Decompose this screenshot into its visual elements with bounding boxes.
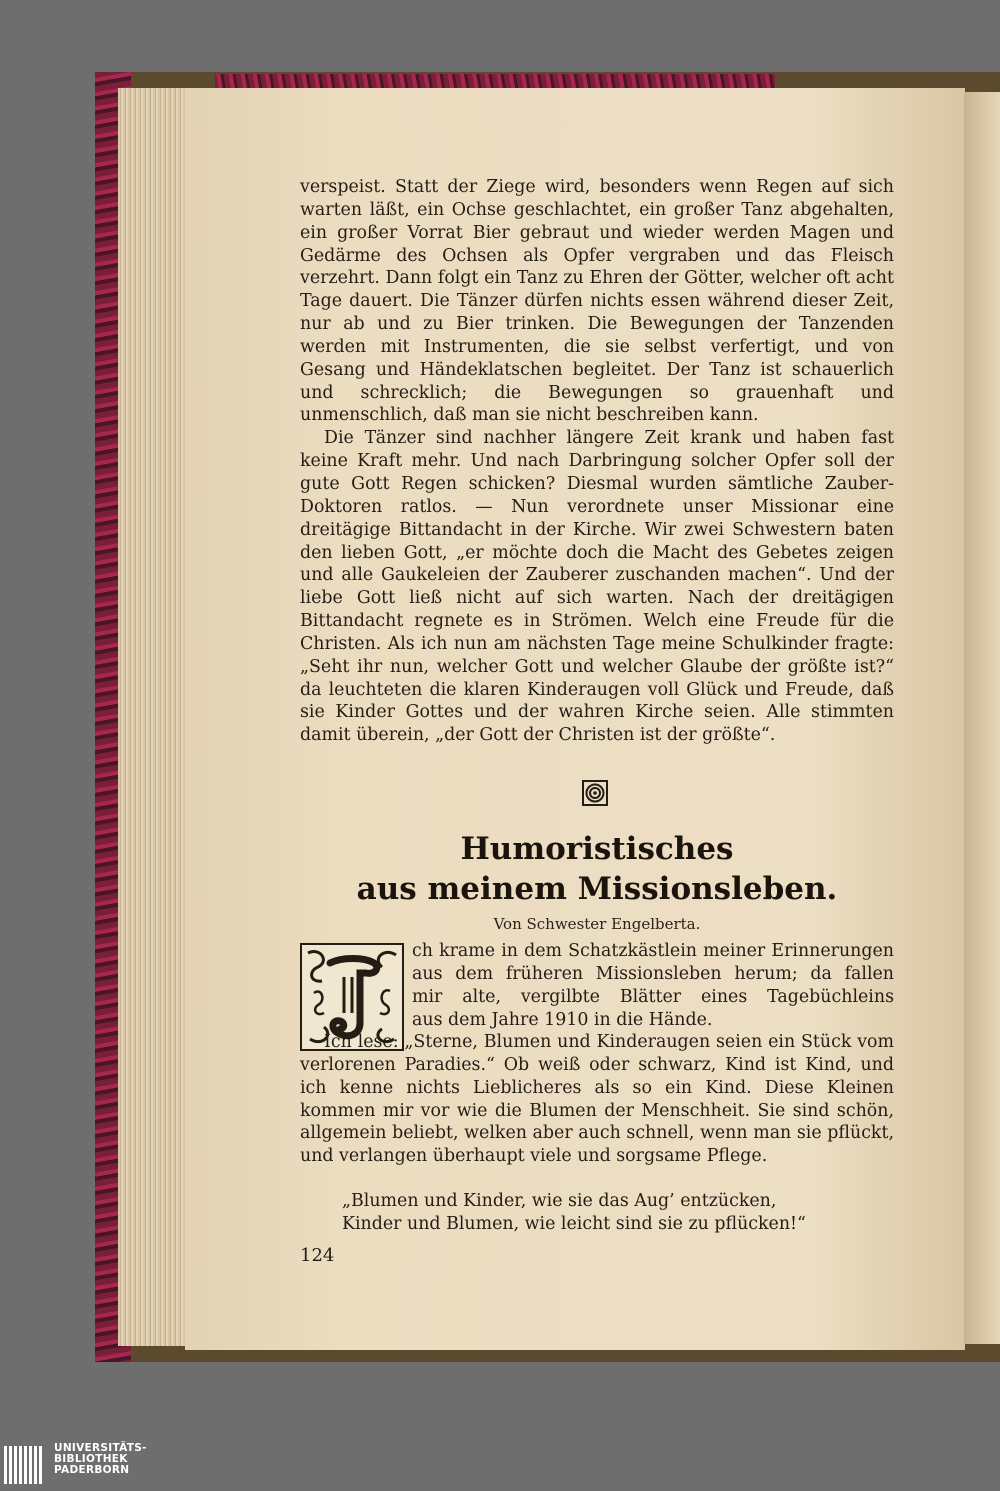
author-byline: Von Schwester Engelberta.	[493, 915, 701, 933]
dropcap-line-4: aus dem Jahre 1910 in die Hände.	[412, 1009, 713, 1030]
library-name	[54, 1443, 214, 1476]
verse-line-1: „Blumen und Kinder, wie sie das Aug’ entzücken,	[342, 1191, 777, 1211]
library-name-line-1: UNIVERSITÄTS-	[54, 1442, 147, 1454]
page-number: 124	[300, 1245, 335, 1266]
verse-quote	[342, 1190, 902, 1236]
heading-line-1: Humoristisches	[460, 831, 734, 867]
library-name-line-3: PADERBORN	[54, 1464, 130, 1476]
body-text-top	[300, 176, 894, 747]
library-logo-icon	[4, 1446, 48, 1484]
dropcap-paragraph	[412, 940, 894, 1031]
facing-page-edge	[964, 92, 1000, 1344]
dropcap-line-2: aus dem früheren Missionsleben herum; da fallen	[412, 963, 894, 984]
paragraph-3: Ich lese: „Sterne, Blumen und Kinderaugen seien ein Stück vom verlorenen Paradies.“ Ob weiß oder schwarz, Kind ist Kind, und ich kenne nichts Lieblicheres als so ein Kind. Diese Kleinen kommen mir vor wie die Blumen der Menschheit. Sie sind schön, allgemein beliebt, welken aber auch schnell, wenn man sie pflückt, und verlangen überhaupt viele und sorgsame Pflege.	[300, 1032, 894, 1167]
verse-line-2: Kinder und Blumen, wie leicht sind sie zu pflücken!“	[342, 1213, 806, 1234]
dropcap-line-3: mir alte, vergilbte Blätter eines Tagebüchleins	[412, 986, 894, 1007]
page-edges	[118, 88, 193, 1346]
paragraph-1: verspeist. Statt der Ziege wird, besonders wenn Regen auf sich warten läßt, ein Ochse geschlachtet, ein großer Tanz abgehalten, ein großer Vorrat Bier gebraut und wieder werden Magen und Gedärme des Ochsen als Opfer vergraben und das Fleisch verzehrt. Dann folgt ein Tanz zu Ehren der Götter, welcher oft acht Tage dauert. Die Tänzer dürfen nichts essen während dieser Zeit, nur ab und zu Bier trinken. Die Bewegungen der Tanzenden werden mit Instrumenten, die sie selbst verfertigt, und von Gesang und Händeklatschen begleitet. Der Tanz ist schauerlich und schrecklich; die Bewegungen so grauenhaft und unmenschlich, daß man sie nicht beschreiben kann.	[300, 177, 894, 426]
body-text-bottom	[300, 1031, 894, 1168]
heading-line-2: aus meinem Missionsleben.	[356, 871, 838, 907]
paragraph-2: Die Tänzer sind nachher längere Zeit krank und haben fast keine Kraft mehr. Und nach Darbringung solcher Opfer soll der gute Gott Regen schicken? Diesmal wurden sämtliche Zauber-Doktoren ratlos. — Nun verordnete unser Missionar eine dreitägige Bittandacht in der Kirche. Wir zwei Schwestern baten den lieben Gott, „er möchte doch die Macht des Gebetes zeigen und alle Gaukeleien der Zauberer zuschanden machen“. Und der liebe Gott ließ nicht auf sich warten. Nach der dreitägigen Bittandacht regnete es in Strömen. Welch eine Freude für die Christen. Als ich nun am nächsten Tage meine Schulkinder fragte: „Seht ihr nun, welcher Gott und welcher Glaube der größte ist?“ da leuchteten die klaren Kinderaugen voll Glück und Freude, daß sie Kinder Gottes und der wahren Kirche seien. Alle stimmten damit überein, „der Gott der Christen ist der größte“.	[300, 428, 894, 746]
library-name-line-2: BIBLIOTHEK	[54, 1453, 128, 1465]
dropcap-line-1: ch krame in dem Schatzkästlein meiner Erinnerungen	[412, 941, 894, 961]
spiral-ornament-icon	[582, 780, 608, 806]
